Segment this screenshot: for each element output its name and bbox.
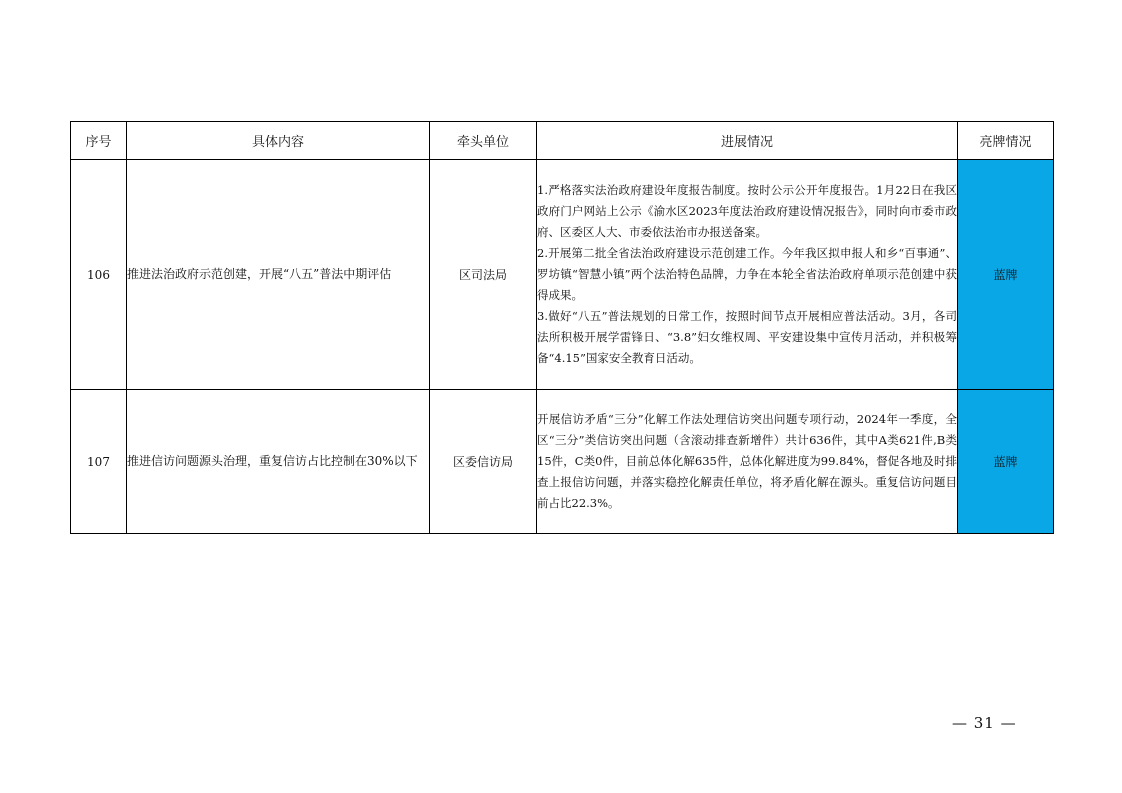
progress-item: 1.严格落实法治政府建设年度报告制度。按时公示公开年度报告。1月22日在我区政府门户网站上公示《渝水区2023年度法治政府建设情况报告》，同时向市委市政府、区委区人大、市委依法治市办报送备案。 — [537, 183, 957, 239]
header-progress: 进展情况 — [537, 122, 958, 160]
progress-item: 3.做好“八五”普法规划的日常工作，按照时间节点开展相应普法活动。3月，各司法所积极开展学雷锋日、“3.8”妇女维权周、平安建设集中宣传月活动，并积极筹备“4.15”国家安全教育日活动。 — [537, 309, 957, 365]
row-content: 推进法治政府示范创建，开展“八五”普法中期评估 — [127, 160, 430, 390]
progress-item: 2.开展第二批全省法治政府建设示范创建工作。今年我区拟申报人和乡“百事通”、罗坊镇“智慧小镇”两个法治特色品牌，力争在本轮全省法治政府单项示范创建中获得成果。 — [537, 246, 957, 302]
header-number: 序号 — [71, 122, 127, 160]
progress-item: 开展信访矛盾“三分”化解工作法处理信访突出问题专项行动，2024年一季度，全区“三分”类信访突出问题（含滚动排查新增件）共计636件，其中A类621件,B类15件，C类0件，目前总体化解635件，总体化解进度为99.84%，督促各地及时排查上报信访问题，并落实稳控化解责任单位，将矛盾化解在源头。重复信访问题目前占比22.3%。 — [537, 412, 957, 510]
table-row — [71, 160, 1054, 390]
header-lead-unit: 牵头单位 — [430, 122, 537, 160]
status-badge: 蓝牌 — [958, 160, 1054, 390]
progress-table — [70, 121, 1054, 534]
row-number: 106 — [71, 160, 127, 390]
table-header-row — [71, 122, 1054, 160]
row-progress — [537, 390, 958, 534]
status-badge: 蓝牌 — [958, 390, 1054, 534]
header-content: 具体内容 — [127, 122, 430, 160]
row-lead-unit: 区委信访局 — [430, 390, 537, 534]
table-row — [71, 390, 1054, 534]
row-number: 107 — [71, 390, 127, 534]
row-content: 推进信访问题源头治理，重复信访占比控制在30%以下 — [127, 390, 430, 534]
row-lead-unit: 区司法局 — [430, 160, 537, 390]
page-number: — 31 — — [952, 714, 1017, 732]
header-status: 亮牌情况 — [958, 122, 1054, 160]
row-progress — [537, 160, 958, 390]
